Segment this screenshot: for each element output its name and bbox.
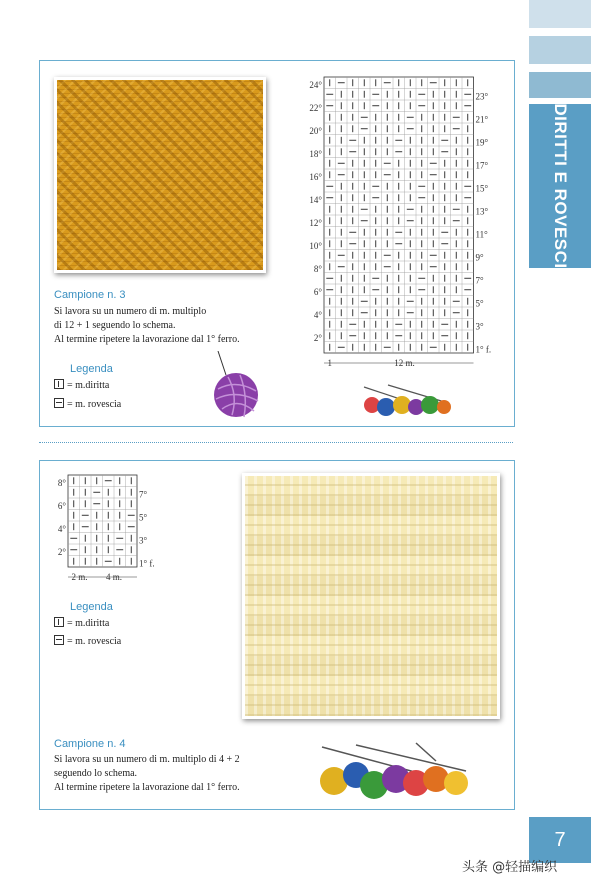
yarn-balls-icon <box>316 741 476 801</box>
chart-row-label: 22° <box>309 103 322 114</box>
chart-row-label: 9° <box>475 252 484 263</box>
sample-4-panel <box>39 460 515 810</box>
purl-symbol-icon <box>54 398 64 408</box>
legend-purl <box>54 398 121 410</box>
chart-row-label: 8° <box>313 264 322 275</box>
sample-3-instructions <box>54 305 240 347</box>
yarn-ball-icon <box>208 351 268 421</box>
sample-4-instructions <box>54 753 240 795</box>
legend-purl <box>54 635 121 647</box>
chart-bottom-label: 1 <box>327 358 332 368</box>
chart-row-label: 23° <box>475 91 489 102</box>
chart-row-label: 24° <box>309 80 322 91</box>
chart-row-label: 1° f. <box>475 344 492 355</box>
instruction-line: di 12 + 1 seguendo lo schema. <box>54 320 176 331</box>
chart-row-label: 3° <box>139 535 148 546</box>
sample-3-chart <box>302 75 502 384</box>
instruction-line: seguendo lo schema. <box>54 768 138 779</box>
chart-row-label: 5° <box>139 512 148 523</box>
section-tab <box>529 104 591 268</box>
page-number: 7 <box>529 817 591 863</box>
chart-bottom-label: 4 m. <box>105 572 123 582</box>
sample-4-title: Campione n. 4 <box>54 738 126 750</box>
legend-label: = m. rovescia <box>67 399 122 410</box>
chart-row-label: 13° <box>475 206 489 217</box>
yarn-balls-icon <box>358 383 454 417</box>
legend-knit <box>54 617 109 629</box>
section-label: DIRITTI E ROVESCI <box>551 103 570 269</box>
side-tab-3 <box>529 72 591 98</box>
chart-row-label: 17° <box>475 160 489 171</box>
legend-label: = m.diritta <box>67 618 110 629</box>
chart-row-label: 20° <box>309 126 322 137</box>
chart-row-label: 14° <box>309 195 322 206</box>
chart-row-label: 21° <box>475 114 489 125</box>
side-tab-1 <box>529 0 591 28</box>
sample-3-title: Campione n. 3 <box>54 289 126 301</box>
chart-row-label: 1° f. <box>139 558 155 569</box>
chart-row-label: 15° <box>475 183 489 194</box>
chart-row-label: 19° <box>475 137 489 148</box>
chart-bottom-label: 2 m. <box>71 572 88 582</box>
legend-title: Legenda <box>70 601 113 613</box>
legend-label: = m.diritta <box>67 380 110 391</box>
chart-row-label: 3° <box>475 321 484 332</box>
chart-row-label: 5° <box>475 298 484 309</box>
legend-title: Legenda <box>70 363 113 375</box>
legend-knit <box>54 379 109 391</box>
chart-row-label: 10° <box>309 241 322 252</box>
chart-row-label: 11° <box>475 229 488 240</box>
chart-row-label: 7° <box>475 275 484 286</box>
chart-row-label: 18° <box>309 149 322 160</box>
chart-row-label: 12° <box>309 218 322 229</box>
chart-row-label: 7° <box>139 489 148 500</box>
chart-row-label: 16° <box>309 172 322 183</box>
instruction-line: Si lavora su un numero di m. multiplo di 4 + 2 <box>54 754 240 765</box>
sample-4-photo <box>242 473 500 719</box>
chart-row-label: 8° <box>57 478 66 489</box>
knit-symbol-icon <box>54 379 64 389</box>
chart-row-label: 2° <box>57 547 66 558</box>
chart-row-label: 2° <box>313 333 322 344</box>
instruction-line: Al termine ripetere la lavorazione dal 1° ferro. <box>54 334 240 345</box>
chart-row-label: 6° <box>57 501 66 512</box>
knit-symbol-icon <box>54 617 64 627</box>
purl-symbol-icon <box>54 635 64 645</box>
chart-row-label: 4° <box>313 310 322 321</box>
instruction-line: Al termine ripetere la lavorazione dal 1° ferro. <box>54 782 240 793</box>
instruction-line: Si lavora su un numero di m. multiplo <box>54 306 207 317</box>
legend-label: = m. rovescia <box>67 636 122 647</box>
chart-row-label: 6° <box>313 287 322 298</box>
sample-3-photo <box>54 77 266 273</box>
section-divider <box>39 442 513 443</box>
side-tab-2 <box>529 36 591 64</box>
sample-3-panel <box>39 60 515 427</box>
sample-4-chart <box>50 473 162 590</box>
watermark: 头条 @轻描编织 <box>462 860 558 875</box>
chart-row-label: 4° <box>57 524 66 535</box>
chart-bottom-label: 12 m. <box>394 358 415 368</box>
